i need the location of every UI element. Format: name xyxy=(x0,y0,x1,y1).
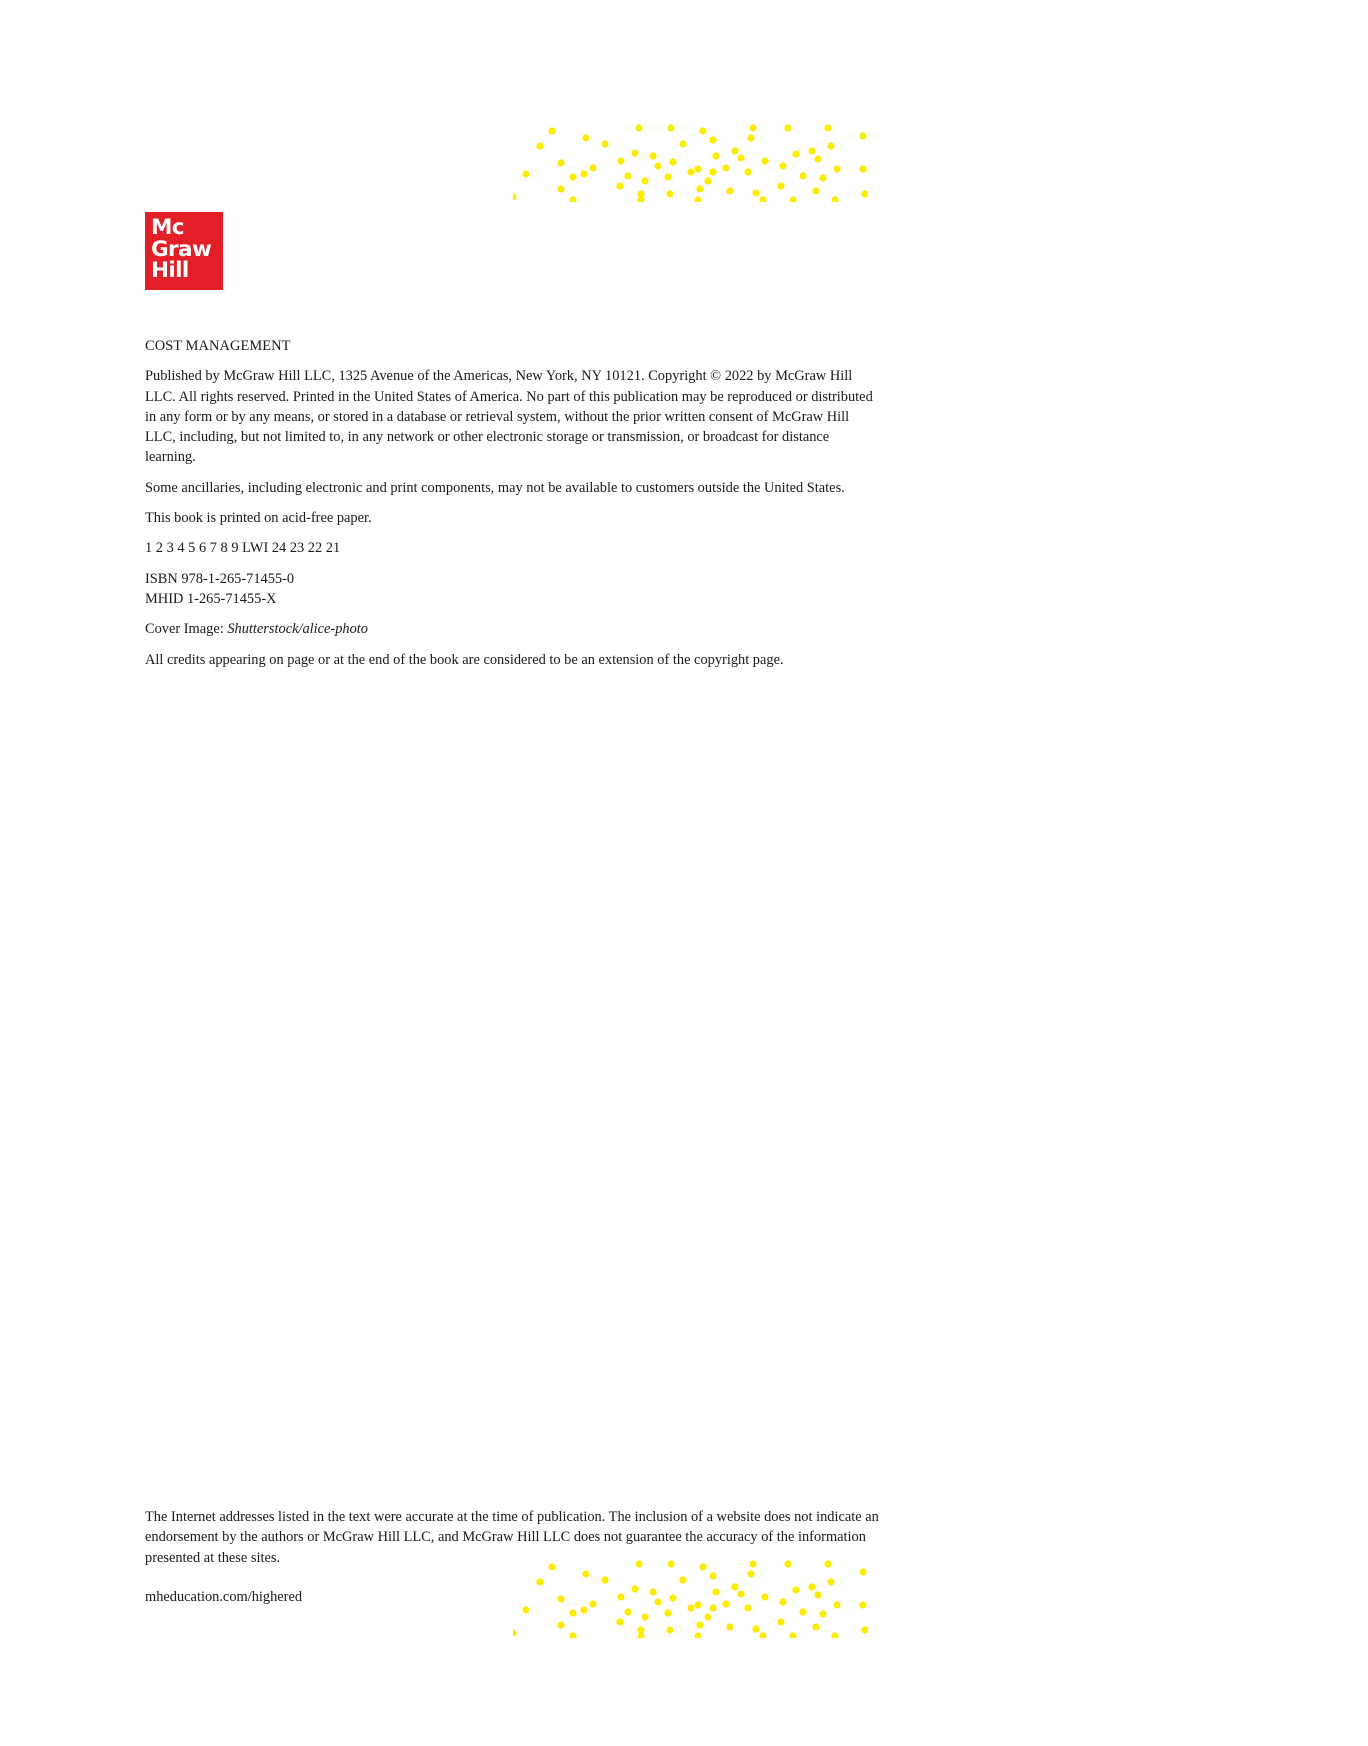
decorative-dot xyxy=(759,1632,766,1638)
decorative-dot xyxy=(761,157,768,164)
decorative-dot xyxy=(812,1623,819,1630)
decorative-dot xyxy=(726,187,733,194)
decorative-dot xyxy=(819,174,826,181)
decorative-dot xyxy=(827,142,834,149)
decorative-dot xyxy=(569,1632,576,1638)
decorative-dot xyxy=(548,1563,555,1570)
decorative-dot xyxy=(777,182,784,189)
copyright-block xyxy=(145,336,875,680)
paper-notice: This book is printed on acid-free paper. xyxy=(145,510,372,527)
decorative-dot xyxy=(664,1609,671,1616)
decorative-dot xyxy=(696,1621,703,1628)
mcgraw-hill-logo xyxy=(145,212,223,290)
decorative-dot xyxy=(617,157,624,164)
decorative-dot xyxy=(601,1576,608,1583)
logo-line-hill: Hill xyxy=(151,258,189,283)
decorative-dot xyxy=(827,1578,834,1585)
decorative-dot xyxy=(747,1570,754,1577)
decorative-dot xyxy=(569,196,576,202)
decorative-dot xyxy=(704,1613,711,1620)
decorative-dot xyxy=(859,165,866,172)
decorative-dot xyxy=(631,1585,638,1592)
decorative-dot xyxy=(669,1594,676,1601)
decorative-dot xyxy=(536,1578,543,1585)
decorative-dot xyxy=(859,1568,866,1575)
decorative-dot xyxy=(833,1601,840,1608)
decorative-dot xyxy=(709,1604,716,1611)
decorative-dot xyxy=(637,196,644,202)
decorative-dot xyxy=(616,1618,623,1625)
decorative-dot xyxy=(641,177,648,184)
decorative-dot xyxy=(631,149,638,156)
dot-pattern-bottom xyxy=(513,1560,868,1638)
decorative-dot xyxy=(731,147,738,154)
decorative-dot xyxy=(759,196,766,202)
decorative-dot xyxy=(789,196,796,202)
decorative-dot xyxy=(569,1609,576,1616)
decorative-dot xyxy=(831,1632,838,1638)
decorative-dot xyxy=(752,189,759,196)
decorative-dot xyxy=(666,190,673,197)
isbn: ISBN 978-1-265-71455-0 xyxy=(145,570,295,587)
decorative-dot xyxy=(589,1600,596,1607)
decorative-dot xyxy=(731,1583,738,1590)
decorative-dot xyxy=(726,1623,733,1630)
decorative-dot xyxy=(654,162,661,169)
decorative-dot xyxy=(624,172,631,179)
decorative-dot xyxy=(582,134,589,141)
decorative-dot xyxy=(752,1625,759,1632)
decorative-dot xyxy=(666,1626,673,1633)
publisher-notice: Published by McGraw Hill LLC, 1325 Avenue of the Americas, New York, NY 10121. Copyright © 2022 by McGraw Hill LLC. All rights reserved. Printed in the United States of America. No part of this publication may be reproduced or distributed in any form or by any means, or stored in a database or retrieval system, without the prior written consent of McGraw Hill LLC, including, but not limited to, in any network or other electronic storage or transmission, or broadcast for distance learning. xyxy=(145,368,873,466)
decorative-dot xyxy=(824,1560,831,1567)
decorative-dot xyxy=(664,173,671,180)
decorative-dot xyxy=(589,164,596,171)
decorative-dot xyxy=(712,1588,719,1595)
decorative-dot xyxy=(624,1608,631,1615)
decorative-dot xyxy=(779,1598,786,1605)
decorative-dot xyxy=(784,124,791,131)
decorative-dot xyxy=(861,190,868,197)
decorative-dot xyxy=(779,162,786,169)
decorative-dot xyxy=(709,1572,716,1579)
decorative-dot xyxy=(749,1560,756,1567)
decorative-dot xyxy=(580,1606,587,1613)
identifiers xyxy=(145,569,875,610)
decorative-dot xyxy=(557,159,564,166)
decorative-dot xyxy=(722,1600,729,1607)
decorative-dot xyxy=(679,1576,686,1583)
decorative-dot xyxy=(654,1598,661,1605)
decorative-dot xyxy=(699,1563,706,1570)
decorative-dot xyxy=(557,1595,564,1602)
logo-line-mc: Mc xyxy=(151,215,184,240)
decorative-dot xyxy=(819,1610,826,1617)
decorative-dot xyxy=(824,124,831,131)
decorative-dot xyxy=(814,155,821,162)
decorative-dot xyxy=(557,1621,564,1628)
decorative-dot xyxy=(687,1604,694,1611)
decorative-dot xyxy=(744,1604,751,1611)
decorative-dot xyxy=(737,154,744,161)
decorative-dot xyxy=(641,1613,648,1620)
decorative-dot xyxy=(667,1560,674,1567)
decorative-dot xyxy=(789,1632,796,1638)
decorative-dot xyxy=(792,150,799,157)
decorative-dot xyxy=(667,124,674,131)
decorative-dot xyxy=(699,127,706,134)
decorative-dot xyxy=(669,158,676,165)
decorative-dot xyxy=(649,1588,656,1595)
decorative-dot xyxy=(799,172,806,179)
decorative-dot xyxy=(737,1590,744,1597)
internet-notice-block xyxy=(145,1507,880,1568)
decorative-dot xyxy=(859,1601,866,1608)
decorative-dot xyxy=(522,170,529,177)
decorative-dot xyxy=(694,165,701,172)
decorative-dot xyxy=(814,1591,821,1598)
decorative-dot xyxy=(704,177,711,184)
decorative-dot xyxy=(601,140,608,147)
book-title: COST MANAGEMENT xyxy=(145,338,291,354)
decorative-dot xyxy=(694,196,701,202)
decorative-dot xyxy=(808,147,815,154)
decorative-dot xyxy=(749,124,756,131)
decorative-dot xyxy=(747,134,754,141)
decorative-dot xyxy=(637,1632,644,1638)
cover-image-credit xyxy=(145,619,875,639)
logo-line-graw: Graw xyxy=(151,236,212,262)
decorative-dot xyxy=(522,1606,529,1613)
mhid: MHID 1-265-71455-X xyxy=(145,590,277,607)
decorative-dot xyxy=(722,164,729,171)
decorative-dot xyxy=(709,136,716,143)
decorative-dot xyxy=(635,124,642,131)
decorative-dot xyxy=(831,196,838,202)
decorative-dot xyxy=(808,1583,815,1590)
decorative-dot xyxy=(696,185,703,192)
decorative-dot xyxy=(744,168,751,175)
decorative-dot xyxy=(687,168,694,175)
decorative-dot xyxy=(777,1618,784,1625)
decorative-dot xyxy=(580,170,587,177)
decorative-dot xyxy=(513,193,517,200)
printing-line: 1 2 3 4 5 6 7 8 9 LWI 24 23 22 21 xyxy=(145,540,341,557)
decorative-dot xyxy=(859,132,866,139)
decorative-dot xyxy=(649,152,656,159)
decorative-dot xyxy=(548,127,555,134)
decorative-dot xyxy=(694,1601,701,1608)
decorative-dot xyxy=(635,1560,642,1567)
decorative-dot xyxy=(712,152,719,159)
dot-pattern-top xyxy=(513,124,868,202)
decorative-dot xyxy=(536,142,543,149)
cover-credit: Shutterstock/alice-photo xyxy=(227,621,369,638)
decorative-dot xyxy=(569,173,576,180)
decorative-dot xyxy=(679,140,686,147)
website-link[interactable]: mheducation.com/highered xyxy=(145,1589,303,1605)
credits-notice: All credits appearing on page or at the end of the book are considered to be an extension of the copyright page. xyxy=(145,651,784,668)
decorative-dot xyxy=(784,1560,791,1567)
ancillaries-notice: Some ancillaries, including electronic and print components, may not be available to customers outside the United States. xyxy=(145,479,845,496)
decorative-dot xyxy=(694,1632,701,1638)
decorative-dot xyxy=(861,1626,868,1633)
decorative-dot xyxy=(761,1593,768,1600)
decorative-dot xyxy=(833,165,840,172)
decorative-dot xyxy=(582,1570,589,1577)
decorative-dot xyxy=(792,1586,799,1593)
decorative-dot xyxy=(617,1593,624,1600)
internet-notice: The Internet addresses listed in the text were accurate at the time of publication. The inclusion of a website does not indicate an endorsement by the authors or McGraw Hill LLC, and McGraw Hill LLC does not guarantee the accuracy of the information presented at these sites. xyxy=(145,1509,879,1566)
decorative-dot xyxy=(709,168,716,175)
decorative-dot xyxy=(513,1629,517,1636)
decorative-dot xyxy=(616,182,623,189)
decorative-dot xyxy=(799,1608,806,1615)
cover-label: Cover Image: xyxy=(145,621,228,638)
decorative-dot xyxy=(557,185,564,192)
decorative-dot xyxy=(812,187,819,194)
